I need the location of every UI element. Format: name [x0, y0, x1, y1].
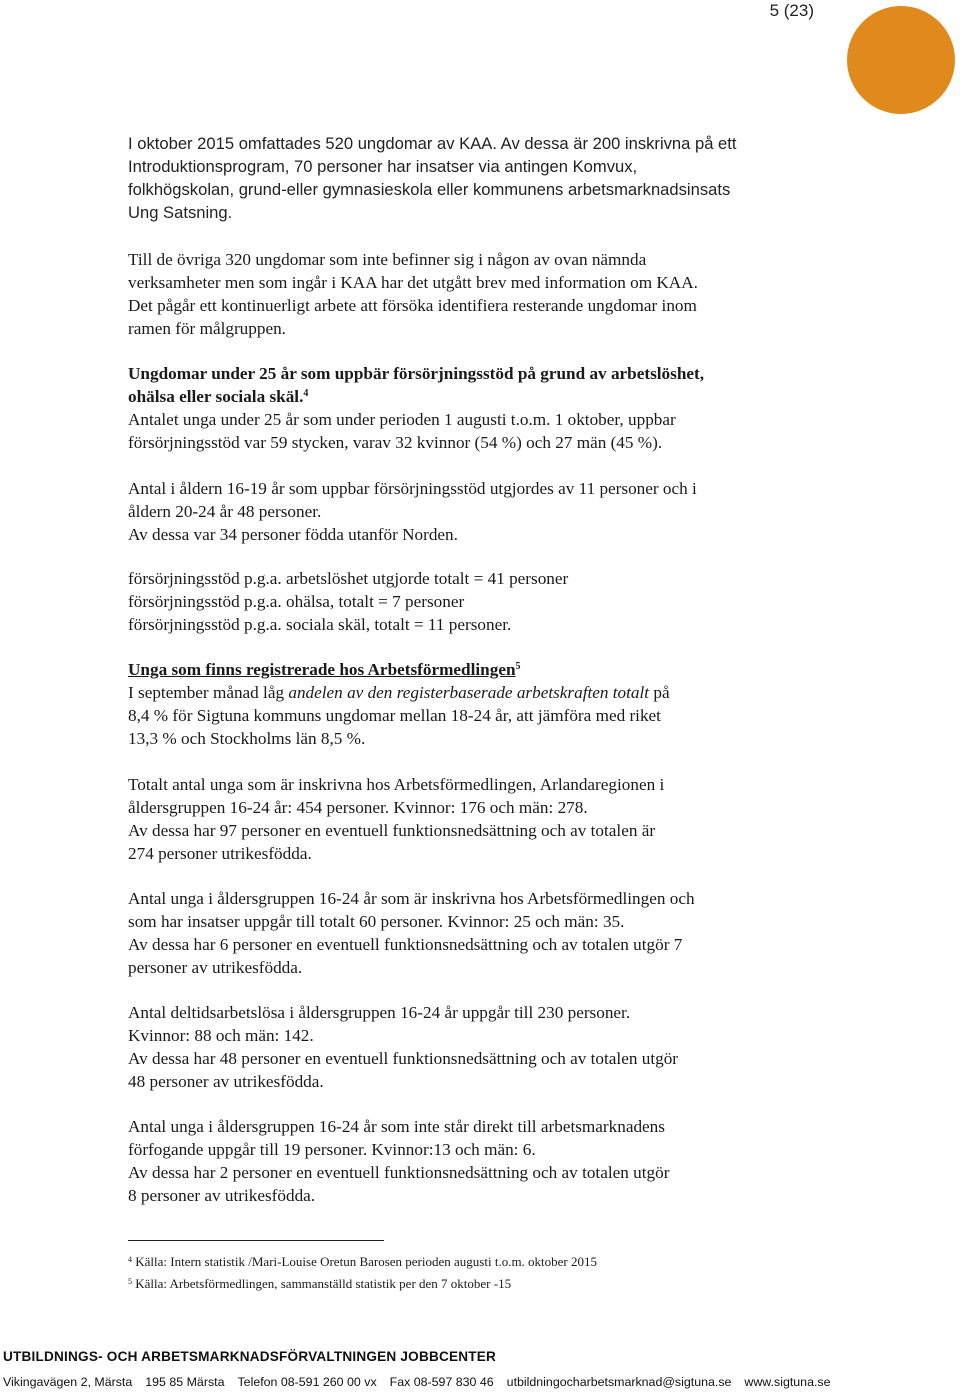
paragraph-line: åldersgruppen 16-24 år: 454 personer. Kvinnor: 176 och män: 278.: [128, 798, 588, 817]
paragraph-line: Det pågår ett kontinuerligt arbete att försöka identifiera resterande ungdomar inom: [128, 296, 697, 315]
support-heading: Ungdomar under 25 år som uppbär försörjningsstöd på grund av arbetslöshet,: [128, 364, 705, 383]
intro-line: Ung Satsning.: [128, 203, 233, 222]
insatser-paragraph: [128, 887, 848, 979]
paragraph-line: Av dessa har 97 personer en eventuell funktionsnedsättning och av totalen är: [128, 821, 656, 840]
emphasis-text: andelen av den registerbaserade arbetskraften totalt: [288, 683, 650, 702]
footnote-ref[interactable]: 4: [303, 388, 309, 399]
footnote-text: Källa: Arbetsförmedlingen, sammanställd statistik per den 7 oktober -15: [135, 1276, 512, 1291]
paragraph-line: Till de övriga 320 ungdomar som inte befinner sig i någon av ovan nämnda: [128, 250, 647, 269]
footer-title: UTBILDNINGS- OCH ARBETSMARKNADSFÖRVALTNINGEN JOBBCENTER: [3, 1349, 497, 1364]
paragraph-line: Antal unga i åldersgruppen 16-24 år som inte står direkt till arbetsmarknadens: [128, 1117, 665, 1136]
support-section: [128, 362, 848, 454]
paragraph-line: försörjningsstöd var 59 stycken, varav 32 kvinnor (54 %) och 27 män (45 %).: [128, 433, 663, 452]
footnote-divider: [128, 1240, 384, 1241]
footer-postal: 195 85 Märsta: [145, 1375, 225, 1389]
paragraph-line: försörjningsstöd p.g.a. ohälsa, totalt = 7 personer: [128, 592, 465, 611]
paragraph-line: Av dessa har 2 personer en eventuell funktionsnedsättning och av totalen utgör: [128, 1163, 670, 1182]
paragraph-line: åldern 20-24 år 48 personer.: [128, 502, 322, 521]
footer-contact: [3, 1375, 958, 1389]
paragraph-line: Antalet unga under 25 år som under perioden 1 augusti t.o.m. 1 oktober, uppbar: [128, 410, 676, 429]
total-paragraph: [128, 773, 848, 865]
paragraph-line: 274 personer utrikesfödda.: [128, 844, 312, 863]
others-paragraph: [128, 248, 848, 340]
intro-line: folkhögskolan, grund-eller gymnasieskola eller kommunens arbetsmarknadsinsats: [128, 180, 731, 199]
paragraph-text: I september månad låg: [128, 683, 289, 702]
paragraph-line: Av dessa har 48 personer en eventuell funktionsnedsättning och av totalen utgör: [128, 1049, 679, 1068]
page-number: 5 (23): [769, 1, 814, 20]
footer-address: Vikingavägen 2, Märsta: [3, 1375, 133, 1389]
footer-phone: Telefon 08-591 260 00 vx: [237, 1375, 377, 1389]
paragraph-line: 8,4 % för Sigtuna kommuns ungdomar mellan 18-24 år, att jämföra med riket: [128, 706, 661, 725]
paragraph-line: Antal i åldern 16-19 år som uppbar försörjningsstöd utgjordes av 11 personer och i: [128, 479, 697, 498]
intro-paragraph: [128, 132, 848, 224]
intro-line: Introduktionsprogram, 70 personer har insatser via antingen Komvux,: [128, 157, 638, 176]
footnote-ref[interactable]: 5: [515, 661, 521, 672]
paragraph-line: Antal deltidsarbetslösa i åldersgruppen 16-24 år uppgår till 230 personer.: [128, 1003, 631, 1022]
footer-fax: Fax 08-597 830 46: [389, 1375, 494, 1389]
footnote-number: 4: [128, 1255, 132, 1264]
paragraph-line: Kvinnor: 88 och män: 142.: [128, 1026, 314, 1045]
paragraph-line: personer av utrikesfödda.: [128, 958, 303, 977]
reasons-paragraph: [128, 567, 848, 636]
footnote-text: Källa: Intern statistik /Mari-Louise Oretun Barosen perioden augusti t.o.m. oktober 2015: [135, 1254, 598, 1269]
af-heading: Unga som finns registrerade hos Arbetsförmedlingen: [128, 660, 516, 679]
not-available-paragraph: [128, 1115, 848, 1207]
af-section: [128, 658, 848, 750]
age-paragraph: [128, 477, 848, 546]
paragraph-line: Av dessa har 6 personer en eventuell funktionsnedsättning och av totalen utgör 7: [128, 935, 683, 954]
paragraph-line: ramen för målgruppen.: [128, 319, 286, 338]
footnote-item: [128, 1273, 848, 1295]
paragraph-line: 13,3 % och Stockholms län 8,5 %.: [128, 729, 366, 748]
paragraph-line: Totalt antal unga som är inskrivna hos Arbetsförmedlingen, Arlandaregionen i: [128, 775, 665, 794]
orange-circle-decoration: [847, 6, 955, 114]
paragraph-text: på: [649, 683, 670, 702]
footer-email-link[interactable]: utbildningocharbetsmarknad@sigtuna.se: [506, 1375, 732, 1389]
paragraph-line: försörjningsstöd p.g.a. sociala skäl, totalt = 11 personer.: [128, 615, 512, 634]
support-heading: ohälsa eller sociala skäl.: [128, 387, 304, 406]
deltid-paragraph: [128, 1001, 848, 1093]
paragraph-line: verksamheter men som ingår i KAA har det utgått brev med information om KAA.: [128, 273, 698, 292]
paragraph-line: Av dessa var 34 personer födda utanför Norden.: [128, 525, 458, 544]
paragraph-line: Antal unga i åldersgruppen 16-24 år som är inskrivna hos Arbetsförmedlingen och: [128, 889, 695, 908]
paragraph-line: försörjningsstöd p.g.a. arbetslöshet utgjorde totalt = 41 personer: [128, 569, 569, 588]
footnote-number: 5: [128, 1277, 132, 1286]
footnote-item: [128, 1251, 848, 1273]
paragraph-line: 48 personer av utrikesfödda.: [128, 1072, 324, 1091]
footer-web-link[interactable]: www.sigtuna.se: [744, 1375, 831, 1389]
footnotes: [128, 1251, 848, 1295]
paragraph-line: förfogande uppgår till 19 personer. Kvinnor:13 och män: 6.: [128, 1140, 536, 1159]
paragraph-line: 8 personer av utrikesfödda.: [128, 1186, 316, 1205]
paragraph-line: som har insatser uppgår till totalt 60 personer. Kvinnor: 25 och män: 35.: [128, 912, 625, 931]
intro-line: I oktober 2015 omfattades 520 ungdomar av KAA. Av dessa är 200 inskrivna på ett: [128, 134, 737, 153]
